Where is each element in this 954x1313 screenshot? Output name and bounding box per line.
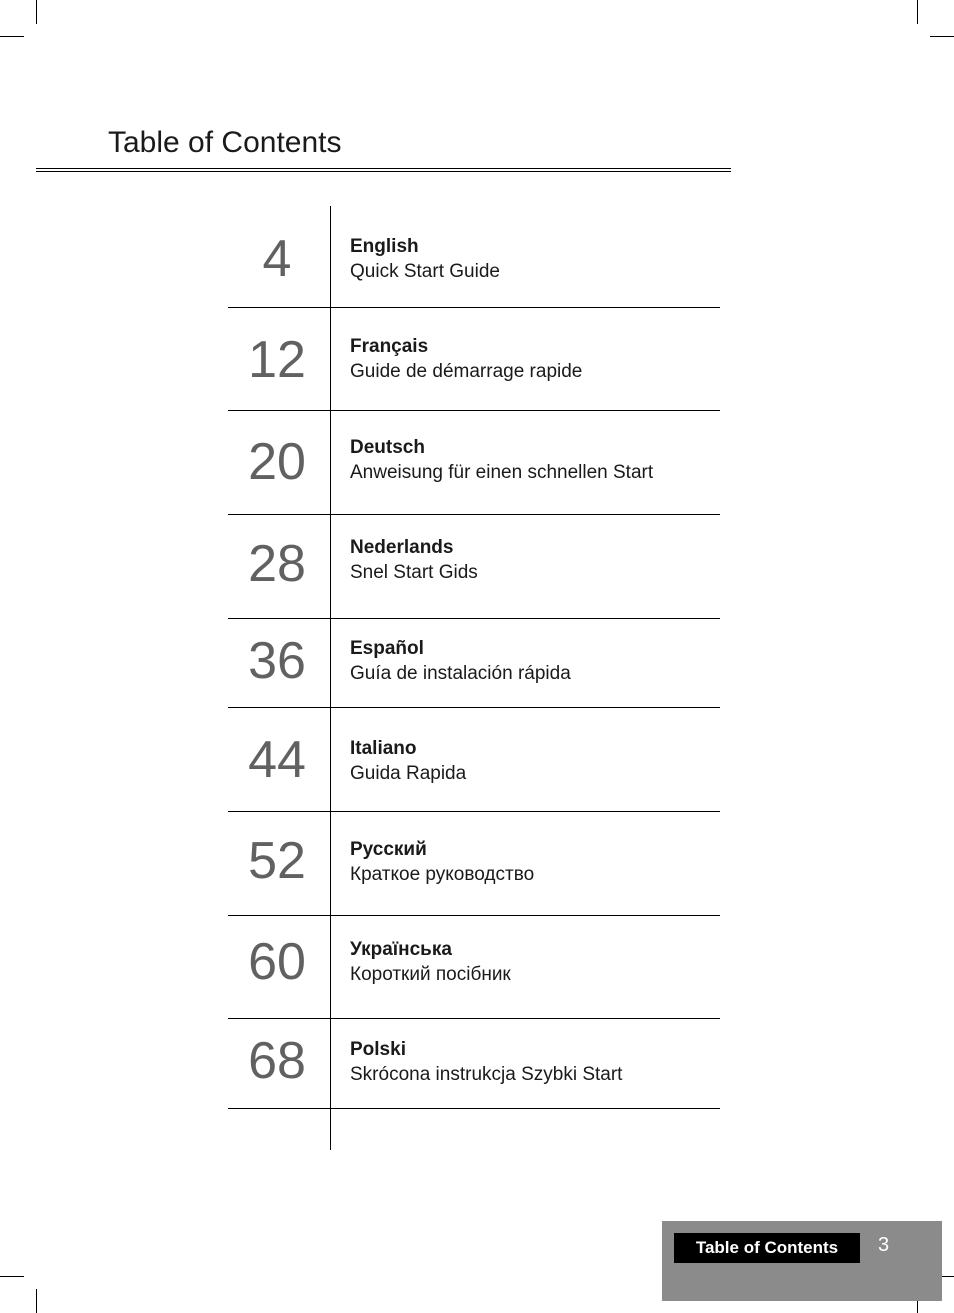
toc-table <box>228 206 720 1150</box>
crop-mark <box>917 0 918 24</box>
footer-page-number: 3 <box>878 1234 890 1256</box>
toc-subtitle: Короткий посібник <box>350 964 511 985</box>
toc-page-number: 28 <box>248 535 306 593</box>
toc-page-number: 68 <box>248 1032 306 1090</box>
toc-subtitle: Quick Start Guide <box>350 261 500 282</box>
toc-entry-espanol[interactable] <box>228 618 720 707</box>
row-divider <box>228 1108 720 1109</box>
toc-page-number: 60 <box>248 933 306 991</box>
footer-section-label: Table of Contents <box>674 1233 860 1263</box>
toc-language: Polski <box>350 1039 406 1060</box>
toc-language: Deutsch <box>350 437 425 458</box>
page-footer <box>662 1221 942 1301</box>
toc-entry-english[interactable] <box>228 206 720 307</box>
toc-entry-polski[interactable] <box>228 1018 720 1108</box>
toc-subtitle: Guida Rapida <box>350 763 467 784</box>
toc-page-number: 12 <box>248 331 306 389</box>
toc-language: Español <box>350 638 424 659</box>
toc-subtitle: Snel Start Gids <box>350 562 478 583</box>
toc-language: Українська <box>350 939 452 960</box>
title-rule <box>36 168 731 172</box>
crop-mark <box>0 36 24 37</box>
toc-language: English <box>350 236 419 257</box>
toc-entry-russkiy[interactable] <box>228 811 720 915</box>
toc-page-number: 20 <box>248 433 306 491</box>
toc-language: Nederlands <box>350 537 454 558</box>
toc-language: Русский <box>350 839 427 860</box>
toc-entry-ukrainska[interactable] <box>228 915 720 1018</box>
crop-mark <box>0 1276 24 1277</box>
toc-entry-nederlands[interactable] <box>228 514 720 618</box>
toc-subtitle: Guide de démarrage rapide <box>350 361 583 382</box>
toc-subtitle: Anweisung für einen schnellen Start <box>350 462 654 483</box>
toc-entry-deutsch[interactable] <box>228 410 720 514</box>
toc-language: Italiano <box>350 738 417 759</box>
toc-page-number: 52 <box>248 832 306 890</box>
toc-page-number: 44 <box>248 731 306 789</box>
crop-mark <box>36 0 37 24</box>
toc-entry-francais[interactable] <box>228 307 720 410</box>
toc-subtitle: Guía de instalación rápida <box>350 663 571 684</box>
toc-language: Français <box>350 336 429 357</box>
toc-subtitle: Skrócona instrukcja Szybki Start <box>350 1064 623 1085</box>
crop-mark <box>36 1289 37 1313</box>
page-title: Table of Contents <box>108 126 342 159</box>
toc-entry-italiano[interactable] <box>228 707 720 811</box>
toc-page-number: 36 <box>248 632 306 690</box>
crop-mark <box>930 36 954 37</box>
toc-subtitle: Краткое руководство <box>350 864 535 885</box>
toc-page-number: 4 <box>262 230 292 288</box>
